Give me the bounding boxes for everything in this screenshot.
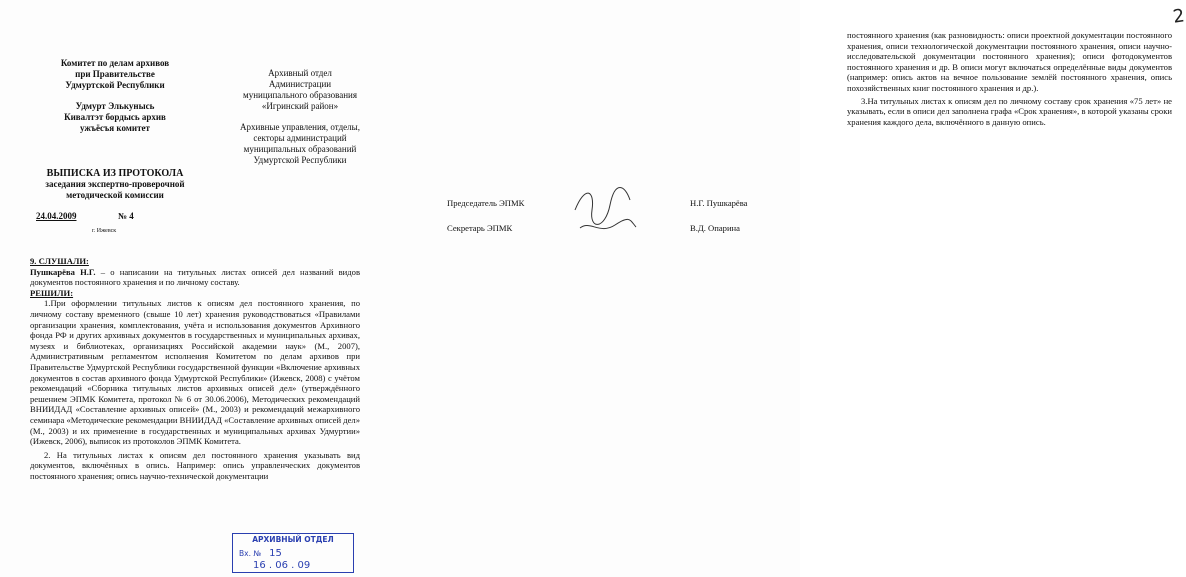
sender-line: Удмуртской Республики [65, 80, 165, 90]
sender-line: при Правительстве [75, 69, 155, 79]
recipient-line: муниципальных образований [243, 144, 357, 154]
left-page [0, 0, 400, 577]
sig-name: Н.Г. Пушкарёва [690, 198, 748, 208]
sig-name: В.Д. Опарина [690, 223, 740, 233]
right-page [400, 0, 1186, 577]
speaker-text: – о написании на титульных листах описей дел названий видов документов постоянного хранения и по личному составу. [30, 266, 360, 288]
title-sub: методической комиссии [66, 190, 164, 200]
sender-line-udm: Удмурт Элькунысь [75, 101, 155, 111]
recipient-line: Удмуртской Республики [253, 155, 347, 165]
city: г. Ижевск [92, 228, 117, 234]
protocol-number: № 4 [118, 211, 134, 221]
sender-line-udm: ужъёсъя комитет [80, 123, 150, 133]
document-title [30, 168, 200, 201]
recipient-line: Архивные управления, отделы, [240, 122, 360, 132]
incoming-stamp [232, 533, 354, 573]
sender-line-udm: Кивалтэт бордысь архив [64, 112, 166, 122]
signature-scribble [570, 180, 640, 240]
recipient-line: Администрации [268, 79, 332, 89]
recipient-header [215, 68, 385, 166]
decision-paragraph-1: 1.При оформлении титульных листов к описям дел постоянного хранения, по личному составу временного (свыше 10 лет) хранения руководствоваться «Правилами организации хранения, комплектования, учёта и использования документов Архивного фонда РФ и других архивных документов в государственных и муниципальных архивах, музеях и библиотеках, организациях Российской академии наук» (М., 2007), Административным регламентом исполнения Комитетом по делам архивов при Правительстве Удмуртской Республики государственной функции «Включение архивных документов в состав архивного фонда Удмуртской Республики» (Ижевск, 2008) с учётом рекомендаций «Сборника титульных листов архивных описей дел» (утверждённого решением ЭПМК Комитета, протокол № 6 от 30.06.2006), Методических рекомендаций ВНИИДАД «Составление архивных описей» (М., 2003) и рекомендаций межархивного семинара «Методические рекомендации ВНИИДАД «Составление архивных описей дел» (М., 2003) и их применение в государственных и муниципальных архивах Удмуртии» (Ижевск, 2006), выписок из протоколов ЭПМК Комитета. [30, 298, 360, 447]
page-number: 2 [1171, 5, 1186, 28]
stamp-title: АРХИВНЫЙ ОТДЕЛ [252, 535, 334, 544]
stamp-in-label: Вх. № [239, 549, 262, 558]
protocol-body-continued [847, 30, 1172, 127]
decided-heading: РЕШИЛИ: [30, 287, 74, 298]
decision-paragraph-2-cont: постоянного хранения (как разновидность: описи проектной документации постоянного хранения, описи технологической документации постоянного хранения, описи научно-исследовательской документации постоянного хранения); описи фотодокументов постоянного хранения и др. В описи могут включаться определённые виды документов (например: опись актов на вечное пользование землёй постоянного хранения, опись похозяйственных книг постоянного хранения и др.). [847, 30, 1172, 93]
sig-role: Председатель ЭПМК [447, 198, 525, 208]
title-sub: заседания экспертно-проверочной [45, 179, 185, 189]
stamp-in-value: 15 [269, 548, 282, 559]
recipient-line: «Игринский район» [261, 101, 339, 111]
speaker: Пушкарёва Н.Г. [30, 266, 96, 277]
heard-heading: 9. СЛУШАЛИ: [30, 256, 89, 266]
recipient-line: Архивный отдел [268, 68, 332, 78]
decision-paragraph-2: 2. На титульных листах к описям дел постоянного хранения указывать вид документов, включённых в опись. Например: опись управленческих документов постоянного хранения; опись научно-технической документации [30, 449, 360, 481]
sender-header [30, 58, 200, 134]
title-main: ВЫПИСКА ИЗ ПРОТОКОЛА [46, 168, 184, 179]
recipient-line: секторы администраций [253, 133, 347, 143]
sig-role: Секретарь ЭПМК [447, 223, 513, 233]
protocol-body [30, 256, 360, 481]
sender-line: Комитет по делам архивов [60, 58, 170, 68]
protocol-date: 24.04.2009 [36, 211, 77, 221]
stamp-date: 16 . 06 . 09 [253, 560, 311, 571]
recipient-line: муниципального образования [243, 90, 357, 100]
decision-paragraph-3: 3.На титульных листах к описям дел по личному составу срок хранения «75 лет» не указывать, если в описи дел заполнена графа «Срок хранения», в которой указаны сроки хранения каждого дела, включённого в данную опись. [847, 95, 1172, 127]
